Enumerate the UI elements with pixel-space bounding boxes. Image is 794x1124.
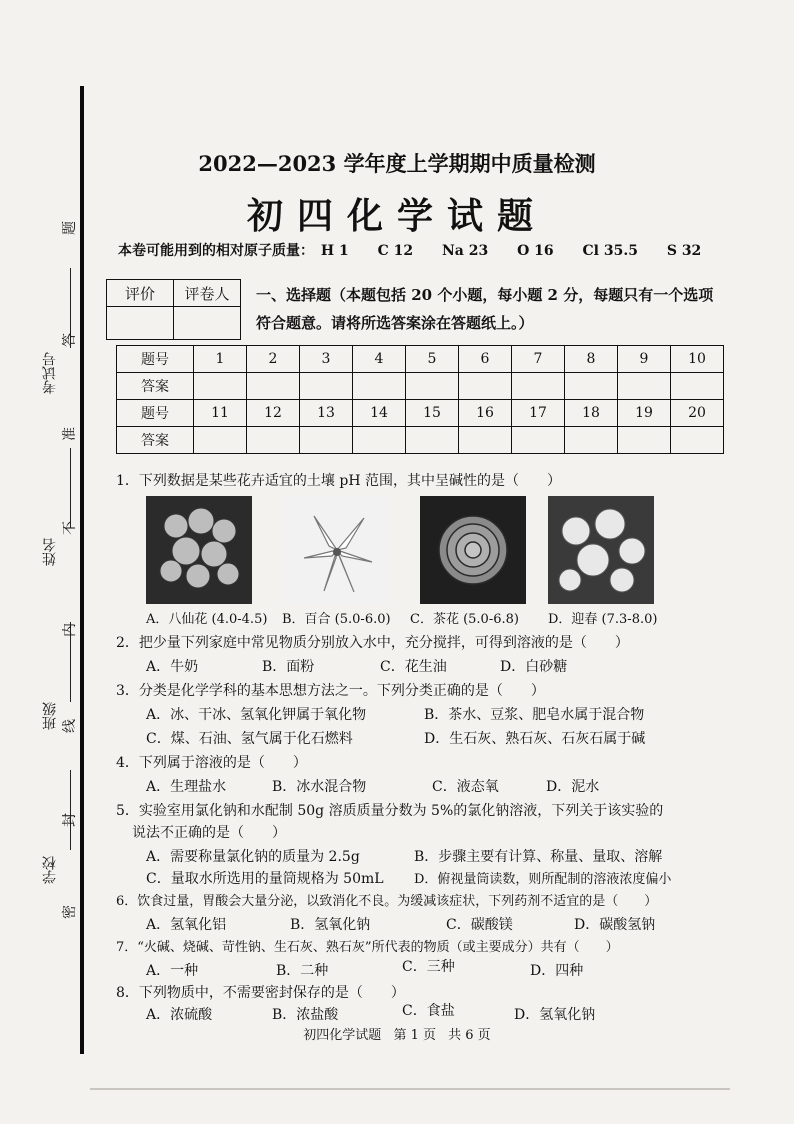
question-3: 3．分类是化学学科的基本思想方法之一。下列分类正确的是（ ） (116, 683, 545, 699)
option-7b: B．二种 (276, 963, 329, 979)
answer-cell[interactable] (194, 373, 247, 400)
exam-subtitle: 2022—2023 学年度上学期期中质量检测 (198, 151, 596, 176)
seal-char: 密 (62, 905, 78, 919)
option-4d: D．泥水 (546, 779, 600, 795)
seal-char: 答 (62, 333, 78, 347)
question-number: 4 (353, 346, 406, 373)
question-number: 11 (194, 400, 247, 427)
answer-label: 答案 (117, 373, 194, 400)
answer-cell[interactable] (512, 373, 565, 400)
option-7c: C．三种 (402, 959, 455, 975)
answer-cell[interactable] (194, 427, 247, 454)
seal-char: 封 (62, 813, 78, 827)
answer-cell[interactable] (618, 373, 671, 400)
question-number: 17 (512, 400, 565, 427)
option-2a: A．牛奶 (146, 659, 199, 675)
option-1d: D．迎春 (7.3-8.0) (548, 612, 658, 627)
question-number: 2 (247, 346, 300, 373)
answer-cell[interactable] (671, 373, 724, 400)
option-1a: A．八仙花 (4.0-4.5) (146, 612, 268, 627)
answer-cell[interactable] (671, 427, 724, 454)
question-number: 20 (671, 400, 724, 427)
option-3b: B．茶水、豆浆、肥皂水属于混合物 (424, 707, 645, 723)
scan-edge (90, 1088, 730, 1090)
option-6c: C．碳酸镁 (446, 917, 513, 933)
option-4c: C．液态氧 (432, 779, 499, 795)
answer-cell[interactable] (247, 373, 300, 400)
question-number: 19 (618, 400, 671, 427)
answer-grid (116, 345, 724, 454)
atomic-mass-item: C 12 (377, 243, 414, 259)
grader-cell[interactable] (174, 307, 241, 340)
answer-cell[interactable] (565, 373, 618, 400)
atomic-mass-item: Na 23 (441, 243, 489, 259)
question-4: 4．下列属于溶液的是（ ） (116, 755, 307, 771)
atomic-mass-line (118, 240, 711, 260)
question-8: 8．下列物质中，不需要密封保存的是（ ） (116, 985, 405, 1001)
answer-cell[interactable] (512, 427, 565, 454)
section-instructions (256, 281, 736, 337)
answer-cell[interactable] (406, 373, 459, 400)
score-box-label: 评价 (107, 280, 174, 307)
option-7a: A．一种 (146, 963, 199, 979)
atomic-mass-item: O 16 (517, 243, 554, 259)
answer-cell[interactable] (618, 427, 671, 454)
option-5b: B．步骤主要有计算、称量、量取、溶解 (414, 849, 663, 865)
score-box (106, 279, 241, 340)
question-number: 3 (300, 346, 353, 373)
answer-cell[interactable] (300, 427, 353, 454)
question-5: 5．实验室用氯化钠和水配制 50g 溶质质量分数为 5%的氯化钠溶液，下列关于该实验的 (116, 803, 664, 819)
question-5-cont: 说法不正确的是（ ） (132, 825, 286, 841)
flower-photo-winter-jasmine (548, 496, 654, 604)
question-number: 18 (565, 400, 618, 427)
binding-rule (70, 770, 71, 850)
grader-label: 评卷人 (174, 280, 241, 307)
answer-cell[interactable] (459, 373, 512, 400)
option-3c: C．煤、石油、氢气属于化石燃料 (146, 731, 353, 747)
score-cell[interactable] (107, 307, 174, 340)
section-line: 一、选择题（本题包括 20 个小题，每小题 2 分，每题只有一个选项 (256, 286, 714, 304)
option-5c: C．量取水所选用的量筒规格为 50mL (146, 871, 384, 887)
answer-cell[interactable] (300, 373, 353, 400)
question-number: 15 (406, 400, 459, 427)
option-6a: A．氢氧化铝 (146, 917, 227, 933)
seal-char: 题 (62, 221, 78, 235)
option-5a: A．需要称量氯化钠的质量为 2.5g (146, 849, 360, 865)
question-number: 14 (353, 400, 406, 427)
option-2c: C．花生油 (380, 659, 447, 675)
option-3d: D．生石灰、熟石灰、石灰石属于碱 (424, 731, 646, 747)
footer-total: 共 6 页 (448, 1028, 491, 1043)
option-4a: A．生理盐水 (146, 779, 227, 795)
answer-cell[interactable] (459, 427, 512, 454)
question-number: 1 (194, 346, 247, 373)
footer-title: 初四化学试题 (303, 1028, 382, 1043)
exam-number-label: 考试号 (42, 352, 58, 394)
question-number: 9 (618, 346, 671, 373)
answer-label: 答案 (117, 427, 194, 454)
seal-char: 不 (62, 521, 78, 535)
option-1c: C．茶花 (5.0-6.8) (410, 612, 519, 627)
option-2b: B．面粉 (262, 659, 315, 675)
seal-char: 准 (62, 427, 78, 441)
answer-cell[interactable] (406, 427, 459, 454)
exam-title: 初四化学试题 (246, 196, 547, 237)
option-5d: D．俯视量筒读数，则所配制的溶液浓度偏小 (414, 872, 672, 887)
school-label: 学校 (42, 856, 58, 884)
question-number: 6 (459, 346, 512, 373)
question-number: 8 (565, 346, 618, 373)
option-1b: B．百合 (5.0-6.0) (282, 612, 391, 627)
flower-photo-hydrangea (146, 496, 252, 604)
answer-cell[interactable] (565, 427, 618, 454)
name-label: 姓名 (42, 538, 58, 566)
seal-char: 内 (62, 623, 78, 637)
question-number: 7 (512, 346, 565, 373)
flower-photo-lily (284, 496, 390, 604)
option-6b: B．氢氧化钠 (290, 917, 371, 933)
option-2d: D．白砂糖 (500, 659, 568, 675)
footer-page: 第 1 页 (393, 1028, 436, 1043)
atomic-mass-item: S 32 (666, 243, 702, 259)
question-number-label: 题号 (117, 400, 194, 427)
atomic-mass-item: H 1 (320, 243, 349, 259)
answer-cell[interactable] (353, 373, 406, 400)
question-number-label: 题号 (117, 346, 194, 373)
answer-cell[interactable] (247, 427, 300, 454)
option-3a: A．冰、干冰、氢氧化钾属于氧化物 (146, 707, 367, 723)
question-7: 7．“火碱、烧碱、苛性钠、生石灰、熟石灰”所代表的物质（或主要成分）共有（ ） (116, 940, 619, 955)
atomic-mass-prefix: 本卷可能用到的相对原子质量： (118, 243, 314, 259)
option-7d: D．四种 (530, 963, 584, 979)
question-number: 5 (406, 346, 459, 373)
option-8c: C．食盐 (402, 1003, 455, 1019)
binding-rule (70, 448, 71, 528)
option-4b: B．冰水混合物 (272, 779, 367, 795)
question-number: 10 (671, 346, 724, 373)
option-6d: D．碳酸氢钠 (574, 917, 656, 933)
question-2: 2．把少量下列家庭中常见物质分别放入水中，充分搅拌，可得到溶液的是（ ） (116, 635, 629, 651)
question-number: 13 (300, 400, 353, 427)
atomic-mass-item: Cl 35.5 (582, 243, 638, 259)
class-label: 班级 (42, 702, 58, 730)
section-line: 符合题意。请将所选答案涂在答题纸上。） (256, 314, 534, 332)
question-number: 16 (459, 400, 512, 427)
flower-photo-camellia (420, 496, 526, 604)
answer-cell[interactable] (353, 427, 406, 454)
page-footer (0, 1024, 794, 1043)
question-6: 6．饮食过量，胃酸会大量分泌，以致消化不良。为缓减该症状，下列药剂不适宜的是（ ） (116, 894, 658, 909)
option-8d: D．氢氧化钠 (514, 1007, 596, 1023)
question-1: 1．下列数据是某些花卉适宜的土壤 pH 范围，其中呈碱性的是（ ） (116, 473, 561, 489)
option-8b: B．浓盐酸 (272, 1007, 339, 1023)
seal-char: 线 (62, 719, 78, 733)
option-8a: A．浓硫酸 (146, 1007, 213, 1023)
question-number: 12 (247, 400, 300, 427)
